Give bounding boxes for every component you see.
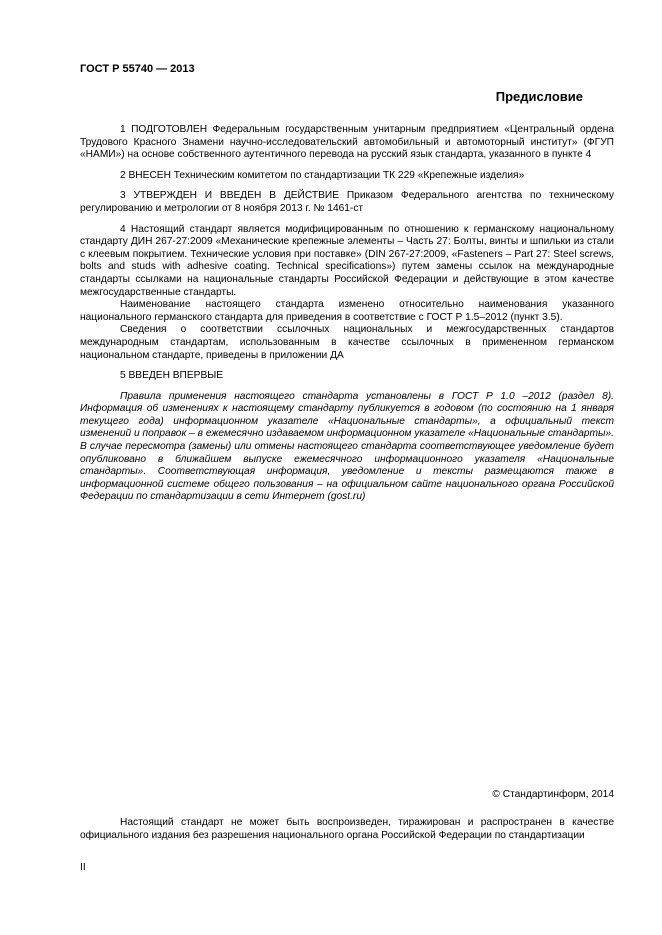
reproduction-notice: Настоящий стандарт не может быть воспроизведен, тиражирован и распространен в качестве официального издания без разрешения национального органа Российской Федерации по стандартизации [80,817,614,841]
copyright-line: © Стандартинформ, 2014 [492,789,614,800]
paragraph-rules: Правила применения настоящего стандарта установлены в ГОСТ Р 1.0 –2012 (раздел 8). Информация об изменениях к настоящему стандарту публикуется в годовом (по состоянию на 1 января текущего года) информационном указателе «Национальные стандарты», а официальный текст изменений и поправок – в ежемесячно издаваемом информационном указателе «Национальные стандарты». В случае пересмотра (замены) или отмены настоящего стандарта соответствующее уведомление будет опубликовано в ближайшем выпуске ежемесячного информационного указателя «Национальные стандарты». Соответствующая информация, уведомление и тексты размещаются также в информационной системе общего пользования – на официальном сайте национального органа Российской Федерации по стандартизации в сети Интернет (gost.ru) [80,390,614,503]
paragraph-introduced: 2 ВНЕСЕН Техническим комитетом по стандартизации ТК 229 «Крепежные изделия» [120,169,525,181]
document-header: ГОСТ Р 55740 — 2013 [80,63,195,75]
paragraph-first-time: 5 ВВЕДЕН ВПЕРВЫЕ [120,370,224,382]
page-title: Предисловие [495,89,583,104]
paragraph-modified: 4 Настоящий стандарт является модифицированным по отношению к германскому национальному стандарту ДИН 267-27:2009 «Механические крепежные элементы – Часть 27: Болты, винты и шпильки из стали с клеевым покрытием. Технические условия при поставке» (DIN 267-27:2009, «Fasteners – Part 27: Steel screws, bolts and studs with adhesive coating. Technical specifications») путем замены ссылок на международные стандарты ссылками на национальные стандарты Российской Федерации и действующие в этом качестве межгосударственные стандарты. [80,223,614,298]
paragraph-approved: 3 УТВЕРЖДЕН И ВВЕДЕН В ДЕЙСТВИЕ Приказом Федерального агентства по техническому регулированию и метрологии от 8 ноября 2013 г. № 1461-ст [80,190,614,214]
foreword-body [80,124,614,504]
paragraph-references: Сведения о соответствии ссылочных национальных и межгосударственных стандартов международным стандартам, использованным в качестве ссылочных в примененном германском национальном стандарте, приведены в приложении ДА [80,324,614,361]
paragraph-prepared: 1 ПОДГОТОВЛЕН Федеральным государственным унитарным предприятием «Центральный ордена Трудового Красного Знамени научно-исследовательский автомобильный и автомоторный институт» (ФГУП «НАМИ») на основе собственного аутентичного перевода на русский язык стандарта, указанного в пункте 4 [80,124,614,161]
paragraph-title-change: Наименование настоящего стандарта изменено относительно наименования указанного национального германского стандарта для приведения в соответствие с ГОСТ Р 1.5–2012 (пункт 3.5). [80,299,614,323]
page-number: II [80,862,86,873]
